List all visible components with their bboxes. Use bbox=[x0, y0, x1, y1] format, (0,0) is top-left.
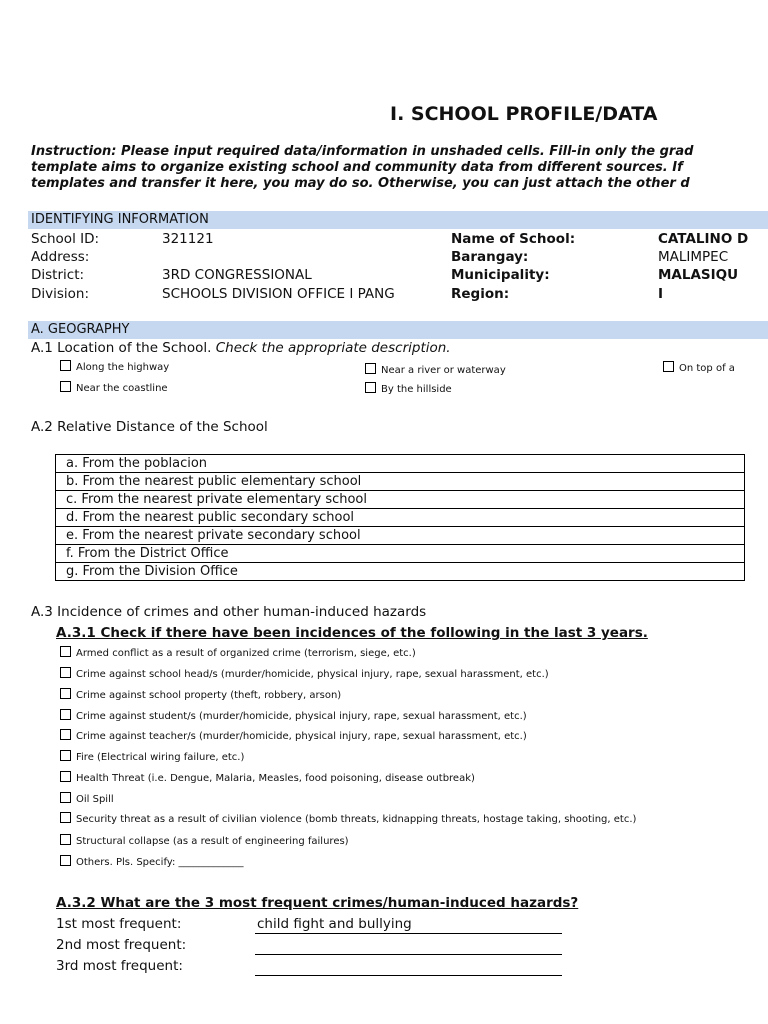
hazard-label: Fire (Electrical wiring failure, etc.) bbox=[76, 752, 245, 763]
distance-cell: f. From the District Office bbox=[56, 545, 745, 563]
table-row bbox=[56, 545, 745, 563]
checkbox[interactable] bbox=[60, 792, 71, 803]
hazard-option[interactable] bbox=[60, 834, 349, 847]
school-name-label: Name of School: bbox=[451, 231, 576, 247]
region-value[interactable]: I bbox=[658, 286, 664, 302]
location-option-top[interactable] bbox=[663, 361, 735, 374]
location-option-coastline[interactable] bbox=[60, 381, 168, 394]
location-label: Near a river or waterway bbox=[381, 365, 506, 376]
checkbox[interactable] bbox=[60, 360, 71, 371]
school-name-value[interactable]: CATALINO D bbox=[658, 231, 749, 247]
location-label: On top of a bbox=[679, 363, 735, 374]
distance-cell: d. From the nearest public secondary school bbox=[56, 509, 745, 527]
hazard-label: Armed conflict as a result of organized crime (terrorism, siege, etc.) bbox=[76, 648, 416, 659]
a1-title: A.1 Location of the School. bbox=[31, 340, 212, 356]
checkbox[interactable] bbox=[60, 667, 71, 678]
distance-cell: g. From the Division Office bbox=[56, 563, 745, 581]
checkbox[interactable] bbox=[60, 750, 71, 761]
checkbox[interactable] bbox=[60, 812, 71, 823]
hazard-label: Health Threat (i.e. Dengue, Malaria, Measles, food poisoning, disease outbreak) bbox=[76, 773, 475, 784]
hazard-option[interactable] bbox=[60, 792, 114, 805]
checkbox[interactable] bbox=[365, 382, 376, 393]
identifying-header: IDENTIFYING INFORMATION bbox=[31, 212, 209, 227]
checkbox[interactable] bbox=[663, 361, 674, 372]
hazard-option[interactable] bbox=[60, 667, 549, 680]
instruction-line-1: Instruction: Please input required data/information in unshaded cells. Fill-in only the grad bbox=[31, 144, 694, 159]
hazard-label: Others. Pls. Specify: _____________ bbox=[76, 857, 244, 868]
a1-heading bbox=[31, 340, 451, 356]
division-value[interactable]: SCHOOLS DIVISION OFFICE I PANG bbox=[162, 286, 395, 302]
address-label: Address: bbox=[31, 249, 90, 265]
location-label: By the hillside bbox=[381, 384, 452, 395]
instruction-line-2: template aims to organize existing school and community data from different sources. If bbox=[31, 160, 683, 175]
checkbox[interactable] bbox=[60, 771, 71, 782]
geography-header: A. GEOGRAPHY bbox=[31, 322, 130, 337]
identifying-header-band bbox=[28, 211, 768, 229]
frequent-2-underline bbox=[255, 954, 562, 955]
hazard-label: Oil Spill bbox=[76, 794, 114, 805]
district-value[interactable]: 3RD CONGRESSIONAL bbox=[162, 267, 312, 283]
hazard-option[interactable] bbox=[60, 750, 244, 763]
division-label: Division: bbox=[31, 286, 90, 302]
distance-cell: e. From the nearest private secondary school bbox=[56, 527, 745, 545]
district-label: District: bbox=[31, 267, 85, 283]
instruction-line-3: templates and transfer it here, you may do so. Otherwise, you can just attach the other d bbox=[31, 176, 690, 191]
region-label: Region: bbox=[451, 286, 510, 302]
a31-title: A.3.1 Check if there have been incidences of the following in the last 3 years. bbox=[56, 625, 648, 641]
page-title: I. SCHOOL PROFILE/DATA bbox=[390, 103, 658, 125]
a2-title: A.2 Relative Distance of the School bbox=[31, 419, 268, 435]
checkbox[interactable] bbox=[365, 363, 376, 374]
table-row bbox=[56, 473, 745, 491]
hazard-option[interactable] bbox=[60, 855, 244, 868]
hazard-option[interactable] bbox=[60, 688, 341, 701]
frequent-3-label: 3rd most frequent: bbox=[56, 958, 183, 974]
distance-cell: b. From the nearest public elementary school bbox=[56, 473, 745, 491]
frequent-3-underline bbox=[255, 975, 562, 976]
hazard-option[interactable] bbox=[60, 771, 475, 784]
school-id-label: School ID: bbox=[31, 231, 100, 247]
table-row bbox=[56, 527, 745, 545]
table-row bbox=[56, 509, 745, 527]
barangay-value[interactable]: MALIMPEC bbox=[658, 249, 729, 265]
distance-cell: c. From the nearest private elementary school bbox=[56, 491, 745, 509]
hazard-label: Crime against student/s (murder/homicide, physical injury, rape, sexual harassment, etc.) bbox=[76, 711, 527, 722]
location-label: Along the highway bbox=[76, 362, 170, 373]
school-id-value[interactable]: 321121 bbox=[162, 231, 214, 247]
hazard-label: Crime against teacher/s (murder/homicide, physical injury, rape, sexual harassment, etc.) bbox=[76, 731, 527, 742]
checkbox[interactable] bbox=[60, 646, 71, 657]
table-row bbox=[56, 491, 745, 509]
table-row bbox=[56, 455, 745, 473]
hazard-option[interactable] bbox=[60, 646, 416, 659]
hazard-label: Crime against school head/s (murder/homicide, physical injury, rape, sexual harassment, etc.) bbox=[76, 669, 549, 680]
location-label: Near the coastline bbox=[76, 383, 168, 394]
frequent-1-underline bbox=[255, 933, 562, 934]
frequent-1-value[interactable]: child fight and bullying bbox=[257, 916, 412, 932]
municipality-value[interactable]: MALASIQU bbox=[658, 267, 739, 283]
barangay-label: Barangay: bbox=[451, 249, 529, 265]
location-option-river[interactable] bbox=[365, 363, 506, 376]
distance-table bbox=[55, 454, 745, 581]
checkbox[interactable] bbox=[60, 834, 71, 845]
checkbox[interactable] bbox=[60, 729, 71, 740]
municipality-label: Municipality: bbox=[451, 267, 550, 283]
checkbox[interactable] bbox=[60, 855, 71, 866]
checkbox[interactable] bbox=[60, 381, 71, 392]
a32-title: A.3.2 What are the 3 most frequent crimes/human-induced hazards? bbox=[56, 895, 579, 911]
frequent-2-label: 2nd most frequent: bbox=[56, 937, 187, 953]
location-option-hillside[interactable] bbox=[365, 382, 452, 395]
hazard-label: Security threat as a result of civilian violence (bomb threats, kidnapping threats, hostage taking, shooting, etc.) bbox=[76, 814, 637, 825]
hazard-option[interactable] bbox=[60, 729, 527, 742]
distance-cell: a. From the poblacion bbox=[56, 455, 745, 473]
checkbox[interactable] bbox=[60, 709, 71, 720]
a3-title: A.3 Incidence of crimes and other human-induced hazards bbox=[31, 604, 427, 620]
hazard-label: Structural collapse (as a result of engineering failures) bbox=[76, 836, 349, 847]
hazard-option[interactable] bbox=[60, 812, 636, 825]
geography-header-band bbox=[28, 321, 768, 339]
frequent-1-label: 1st most frequent: bbox=[56, 916, 182, 932]
hazard-label: Crime against school property (theft, robbery, arson) bbox=[76, 690, 342, 701]
checkbox[interactable] bbox=[60, 688, 71, 699]
a1-hint: Check the appropriate description. bbox=[215, 340, 451, 356]
hazard-option[interactable] bbox=[60, 709, 527, 722]
location-option-highway[interactable] bbox=[60, 360, 169, 373]
table-row bbox=[56, 563, 745, 581]
